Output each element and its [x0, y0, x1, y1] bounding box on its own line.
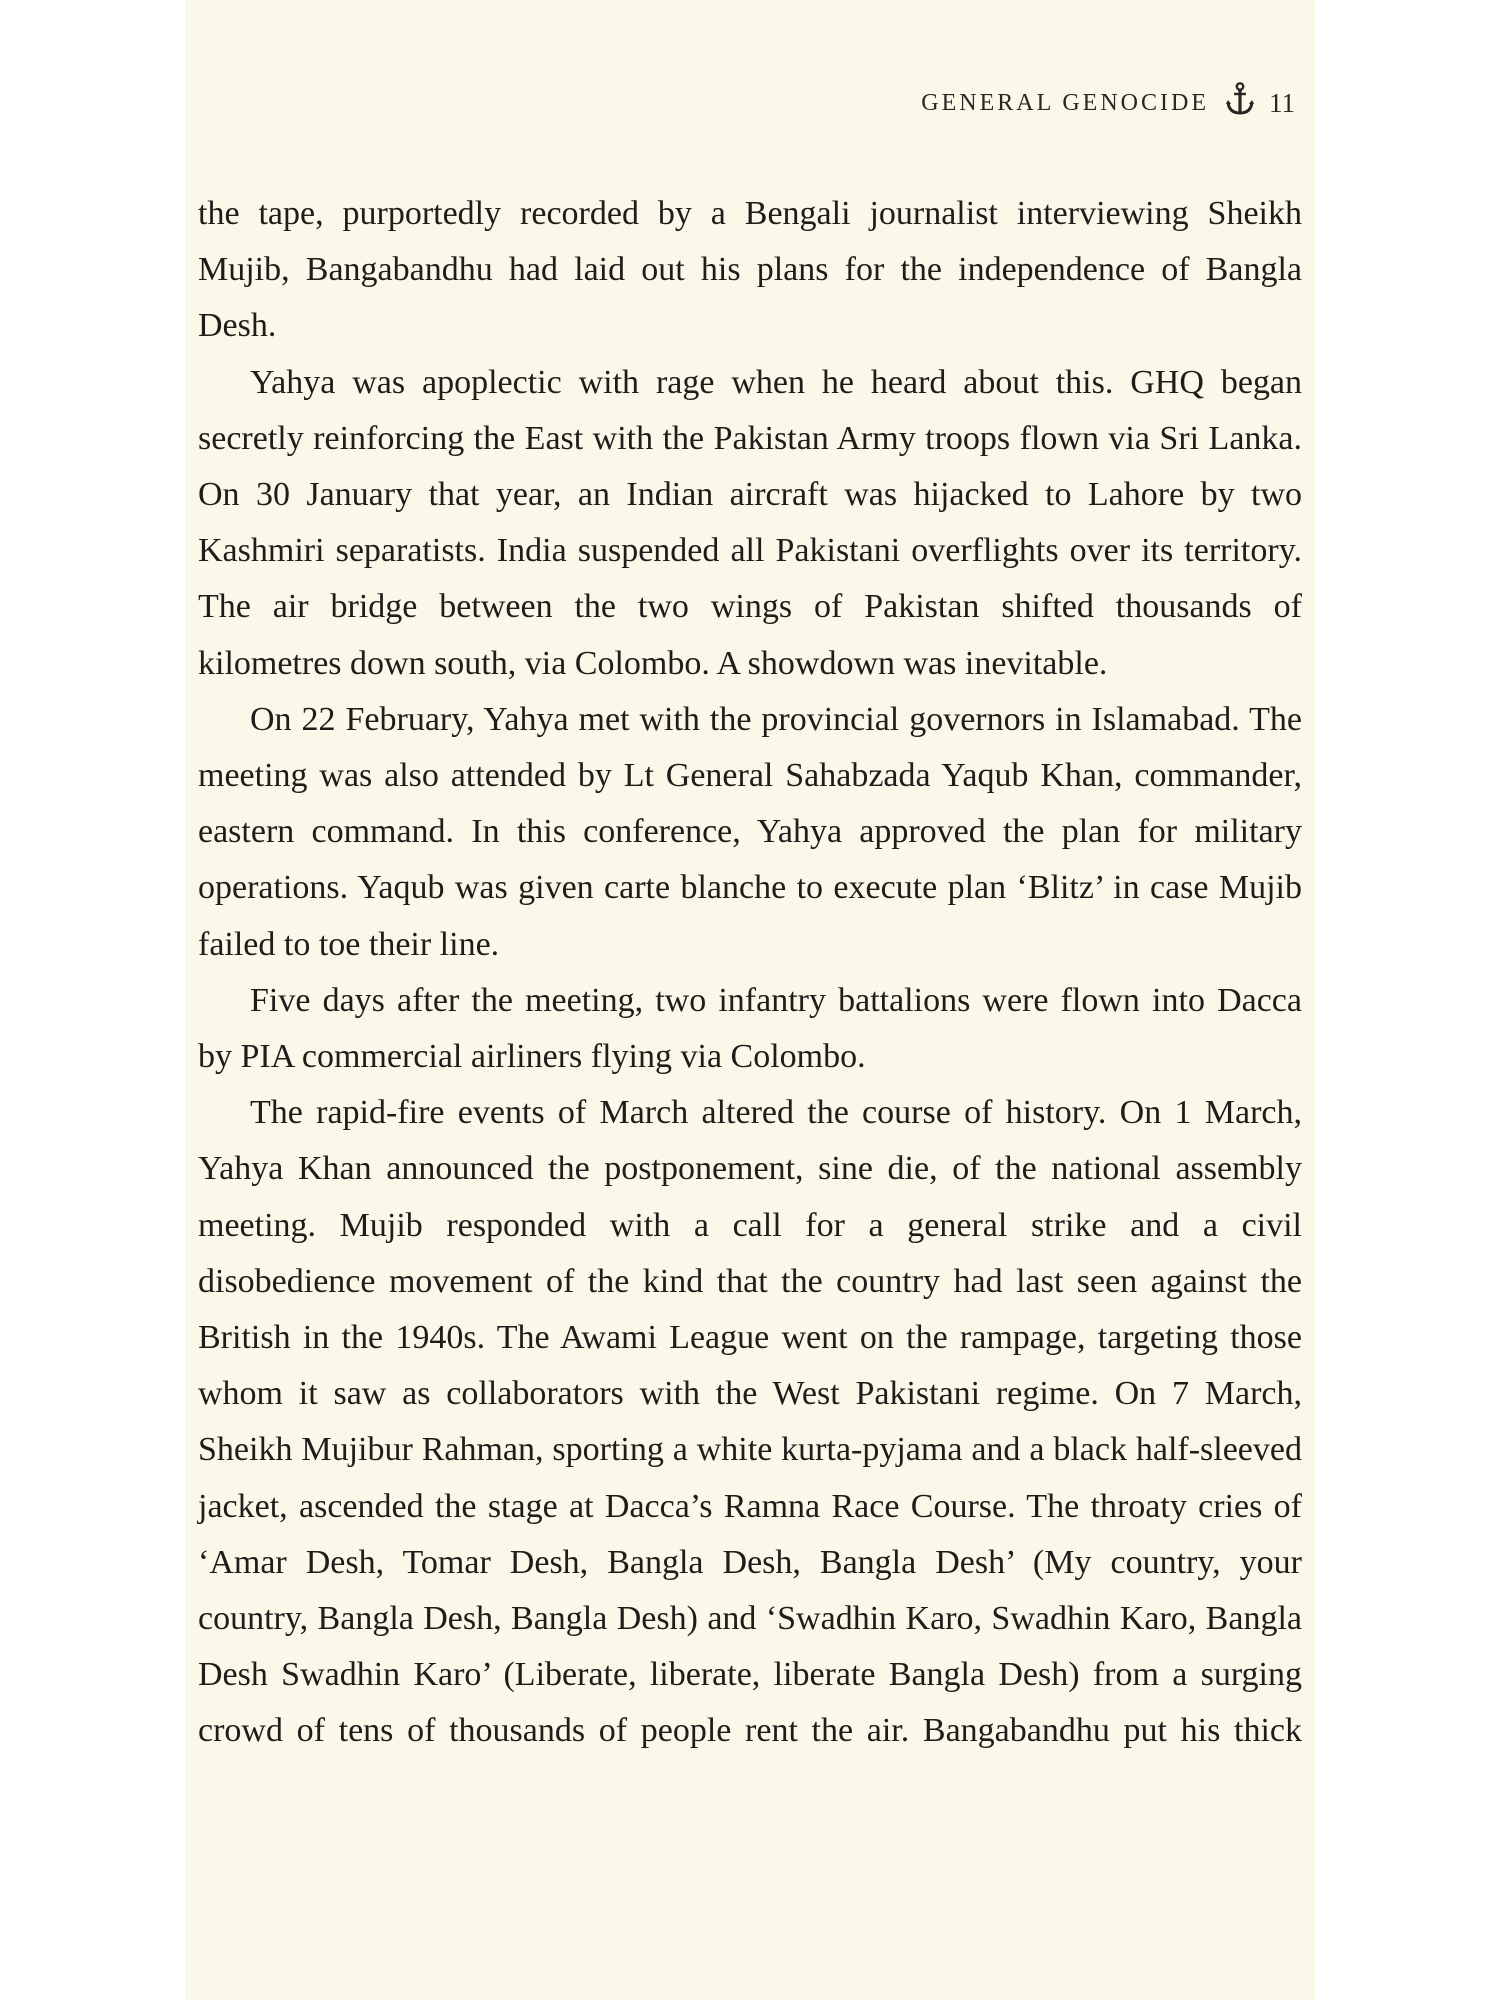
paragraph-2: Yahya was apoplectic with rage when he heard about this. GHQ began secretly reinforcing the East with the Pakistan Army troops flown via Sri Lanka. On 30 January that year, an Indian aircraft was hijacked to Lahore by two Kashmiri separatists. India suspended all Pakistani overflights over its territory. The air bridge between the two wings of Pakistan shifted thousands of kilometres down south, via Colombo. A showdown was inevitable. [198, 363, 1302, 682]
anchor-icon [1225, 82, 1255, 116]
running-head-title: GENERAL GENOCIDE [921, 89, 1209, 116]
book-page [185, 0, 1315, 2000]
paragraph-4: Five days after the meeting, two infantry battalions were flown into Dacca by PIA commercial airliners flying via Colombo. [198, 981, 1302, 1076]
paragraph-5: The rapid-fire events of March altered the course of history. On 1 March, Yahya Khan announced the postponement, sine die, of the national assembly meeting. Mujib responded with a call for a general strike and a civil disobedience movement of the kind that the country had last seen against the British in the 1940s. The Awami League went on the rampage, targeting those whom it saw as collaborators with the West Pakistani regime. On 7 March, Sheikh Mujibur Rahman, sporting a white kurta-pyjama and a black half-sleeved jacket, ascended the stage at Dacca’s Ramna Race Course. The throaty cries of ‘Amar Desh, Tomar Desh, Bangla Desh, Bangla Desh’ (My country, your country, Bangla Desh, Bangla Desh) and ‘Swadhin Karo, Swadhin Karo, Bangla Desh Swadhin Karo’ (Liberate, liberate, liberate Bangla Desh) from a surging crowd of tens of thousands of people rent the air. Bangabandhu put his thick [198, 1094, 1302, 1750]
page-number: 11 [1269, 87, 1295, 118]
running-head [921, 86, 1295, 120]
body-text [198, 186, 1302, 1760]
paragraph-1: the tape, purportedly recorded by a Bengali journalist interviewing Sheikh Mujib, Bangabandhu had laid out his plans for the independence of Bangla Desh. [198, 195, 1302, 345]
paragraph-3: On 22 February, Yahya met with the provincial governors in Islamabad. The meeting was also attended by Lt General Sahabzada Yaqub Khan, commander, eastern command. In this conference, Yahya approved the plan for military operations. Yaqub was given carte blanche to execute plan ‘Blitz’ in case Mujib failed to toe their line. [198, 700, 1302, 963]
